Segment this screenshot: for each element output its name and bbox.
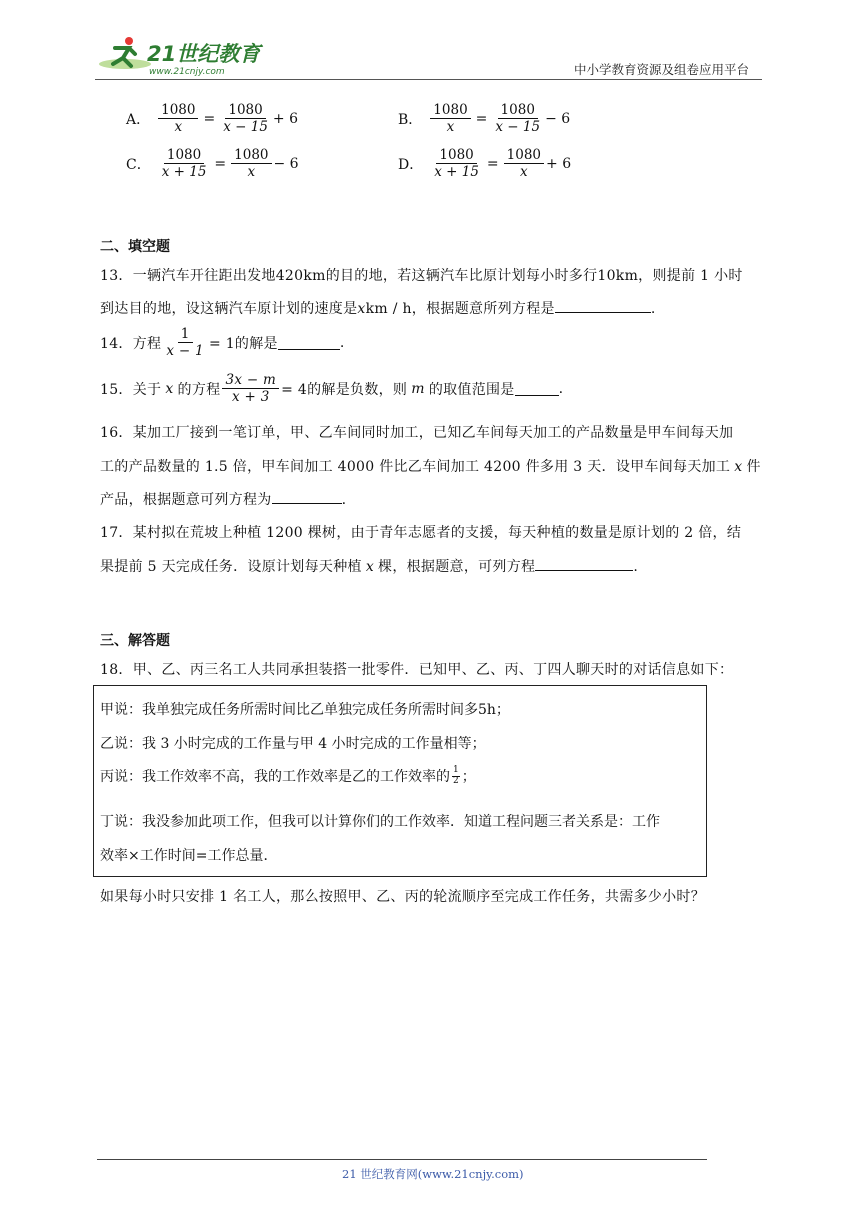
answer-blank[interactable]: [535, 556, 633, 571]
option-tail: + 6: [546, 155, 572, 172]
runner-logo-icon: [95, 34, 265, 78]
option-b: B． $\frac{1080}{x}$ = $\frac{1080}{x - 15}$ − 6: [398, 102, 571, 136]
question-16-line-1: 16．某加工厂接到一笔订单，甲、乙车间同时加工，已知乙车间每天加工的产品数量是甲车间每天加: [100, 425, 734, 441]
question-16-line-2: 工的产品数量的 1.5 倍，甲车间加工 4000 件比乙车间加工 4200 件多用 3 天．设甲车间每天加工 x 件: [100, 459, 761, 475]
section-title-fill-in: 二、填空题: [100, 239, 170, 255]
fraction: $\frac{1080}{x + 15}$: [434, 147, 479, 181]
fraction: $\frac{1080}{x}$: [430, 103, 470, 134]
fraction: $\frac{3x - m}{x + 3}$: [222, 373, 279, 404]
option-c: C． $\frac{1080}{x + 15}$ = $\frac{1080}{x}$ − 6: [126, 147, 299, 181]
option-tail: + 6: [272, 110, 298, 127]
fraction: $\frac{1080}{x}$: [158, 103, 198, 134]
answer-blank[interactable]: [515, 381, 559, 396]
fraction: $\frac{1080}{x}$: [231, 148, 271, 179]
question-18-stem: 18．甲、乙、丙三名工人共同承担装搭一批零件．已知甲、乙、丙、丁四人聊天时的对话信息如下：: [100, 662, 734, 678]
option-letter: A．: [126, 111, 151, 128]
header-platform-name: 中小学教育资源及组卷应用平台: [574, 62, 750, 77]
dialogue-ding-line-2: 效率×工作时间=工作总量．: [100, 848, 278, 864]
option-letter: C．: [126, 156, 151, 173]
fraction: $\frac{1080}{x - 15}$: [495, 102, 541, 136]
question-13-line-2: 到达目的地，设这辆汽车原计划的速度是xkm / h，根据题意所列方程是 .: [100, 298, 656, 318]
header-divider: [95, 79, 762, 80]
logo-url: www.21cnjy.com: [149, 67, 225, 77]
option-a: A． $\frac{1080}{x}$ = $\frac{1080}{x - 15}$ + 6: [126, 102, 298, 136]
question-13-line-1: 13．一辆汽车开往距出发地420km的目的地，若这辆汽车比原计划每小时多行10km，则提前 1 小时: [100, 268, 743, 284]
question-17-line-1: 17．某村拟在荒坡上种植 1200 棵树，由于青年志愿者的支援，每天种植的数量是原计划的 2 倍，结: [100, 525, 742, 541]
question-18-ask: 如果每小时只安排 1 名工人，那么按照甲、乙、丙的轮流顺序至完成工作任务，共需多少小时？: [100, 889, 706, 905]
site-logo: [95, 34, 265, 78]
fraction: $\frac{1080}{x}$: [504, 148, 544, 179]
footer-text: 21 世纪教育网(www.21cnjy.com): [342, 1167, 524, 1181]
option-d: D． $\frac{1080}{x + 15}$ = $\frac{1080}{x}$ + 6: [398, 147, 572, 181]
section-title-solutions: 三、解答题: [100, 633, 170, 649]
fraction: $\frac{1}{2}$: [453, 765, 459, 786]
answer-blank[interactable]: [555, 298, 651, 313]
question-17-line-2: 果提前 5 天完成任务．设原计划每天种植 x 棵，根据题意，可列方程 .: [100, 556, 638, 576]
fraction: $\frac{1080}{x + 15}$: [161, 147, 207, 181]
option-letter: B．: [398, 111, 423, 128]
option-tail: − 6: [273, 155, 299, 172]
dialogue-ding-line-1: 丁说：我没参加此项工作，但我可以计算你们的工作效率．知道工程问题三者关系是：工作: [100, 814, 660, 830]
fraction: $\frac{1080}{x - 15}$: [223, 102, 268, 136]
option-tail: − 6: [545, 110, 571, 127]
footer-divider: [97, 1159, 707, 1160]
dialogue-jia: 甲说：我单独完成任务所需时间比乙单独完成任务所需时间多5h；: [100, 702, 510, 718]
dialogue-bing: 丙说：我工作效率不高，我的工作效率是乙的工作效率的 $\frac{1}{2}$ ；: [100, 765, 476, 786]
option-letter: D．: [398, 156, 424, 173]
fraction: $\frac{1}{x - 1}$: [166, 326, 204, 360]
logo-title: 21世纪教育: [147, 42, 261, 66]
question-14: 14．方程 $\frac{1}{x - 1}$ = 1的解是 .: [100, 326, 345, 360]
answer-blank[interactable]: [272, 489, 342, 504]
question-15: 15．关于 x 的方程 $\frac{3x - m}{x + 3}$ = 4的解是负数，则 m 的取值范围是 .: [100, 372, 564, 406]
dialogue-yi: 乙说：我 3 小时完成的工作量与甲 4 小时完成的工作量相等；: [100, 736, 486, 752]
answer-blank[interactable]: [278, 335, 340, 350]
question-16-line-3: 产品，根据题意可列方程为 .: [100, 489, 346, 509]
